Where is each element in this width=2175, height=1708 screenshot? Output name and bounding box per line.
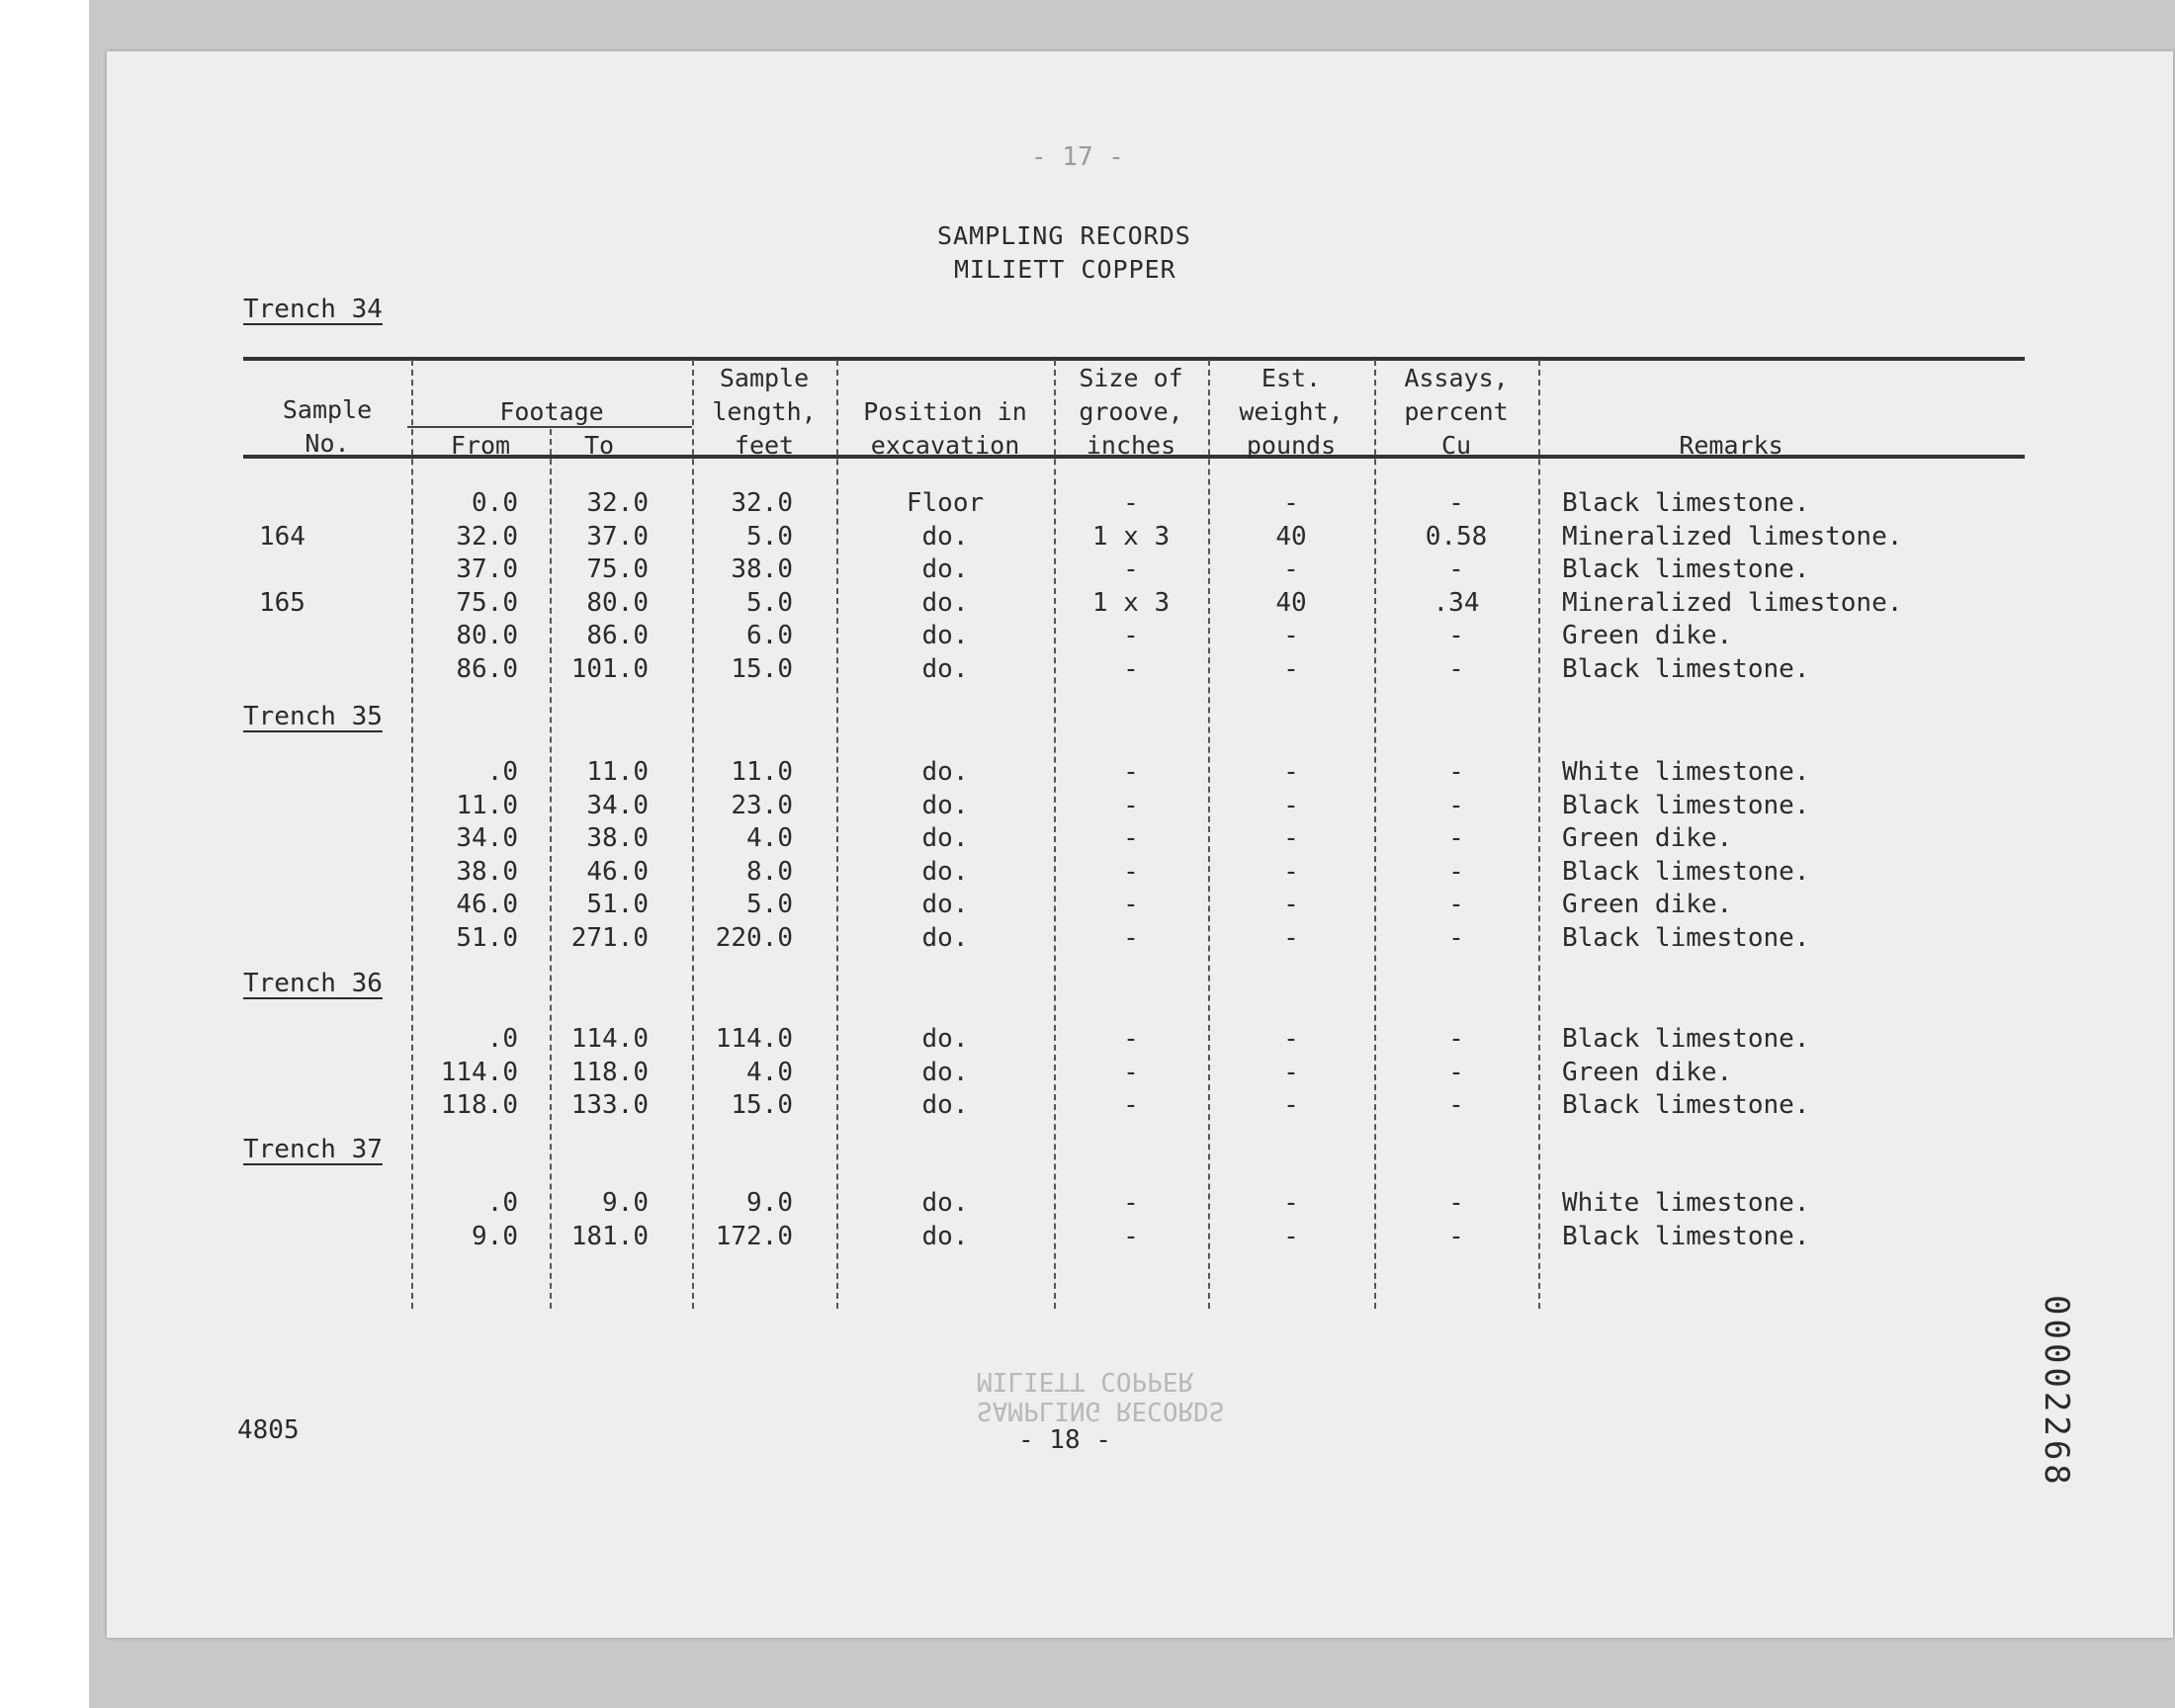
cell-position: do. — [921, 890, 969, 920]
cell-position: do. — [921, 790, 969, 820]
cell-groove-size: - — [1123, 1024, 1139, 1054]
cell-est-weight: - — [1283, 856, 1299, 887]
trench-heading: Trench 35 — [243, 702, 383, 731]
cell-est-weight: 40 — [1275, 587, 1307, 618]
cell-position: do. — [921, 521, 969, 552]
cell-footage-to: 101.0 — [570, 654, 649, 684]
cell-footage-from: .0 — [486, 1024, 518, 1054]
cell-footage-to: 34.0 — [586, 790, 649, 820]
header-position: Position in excavation — [863, 397, 1027, 460]
cell-remarks: Black limestone. — [1562, 923, 1810, 953]
cell-footage-from: 46.0 — [456, 890, 518, 920]
cell-est-weight: - — [1283, 1024, 1299, 1054]
cell-assay-cu: - — [1448, 621, 1464, 651]
header-to: To — [583, 431, 615, 460]
header-sample-no: Sample No. — [282, 395, 373, 458]
cell-footage-to: 118.0 — [570, 1057, 649, 1087]
cell-footage-from: 75.0 — [456, 587, 518, 618]
cell-est-weight: - — [1283, 923, 1299, 953]
cell-groove-size: - — [1123, 923, 1139, 953]
cell-est-weight: - — [1283, 790, 1299, 820]
document-subtitle: MILIETT COPPER — [954, 255, 1176, 284]
cell-groove-size: - — [1123, 1188, 1139, 1218]
cell-position: do. — [921, 555, 969, 585]
cell-sample-no: 164 — [259, 521, 305, 552]
cell-footage-to: 32.0 — [586, 488, 649, 518]
cell-remarks: Green dike. — [1562, 621, 1733, 651]
cell-groove-size: - — [1123, 555, 1139, 585]
bottom-page-number: - 18 - — [1018, 1425, 1111, 1455]
cell-footage-to: 86.0 — [586, 621, 649, 651]
cell-sample-length: 6.0 — [746, 621, 793, 651]
cell-position: do. — [921, 1024, 969, 1054]
cell-footage-from: 0.0 — [472, 488, 518, 518]
cell-sample-length: 32.0 — [731, 488, 793, 518]
trench-heading: Trench 37 — [243, 1135, 383, 1164]
cell-assay-cu: - — [1448, 856, 1464, 887]
bleed-through-subtitle: MILIETT COPPER — [977, 1366, 1194, 1396]
cell-footage-from: 51.0 — [456, 923, 518, 953]
header-assays: Assays, percent Cu — [1404, 364, 1509, 460]
table-top-rule — [243, 357, 2025, 361]
cell-position: Floor — [906, 488, 985, 518]
cell-position: do. — [921, 1057, 969, 1087]
cell-position: do. — [921, 1221, 969, 1251]
cell-remarks: Black limestone. — [1562, 1221, 1810, 1251]
column-divider — [1538, 360, 1540, 1309]
cell-footage-from: 34.0 — [456, 823, 518, 854]
cell-groove-size: - — [1123, 757, 1139, 787]
cell-sample-length: 172.0 — [715, 1221, 793, 1251]
cell-footage-from: 118.0 — [440, 1090, 518, 1121]
cell-sample-length: 5.0 — [746, 890, 793, 920]
cell-assay-cu: - — [1448, 1057, 1464, 1087]
cell-est-weight: - — [1283, 488, 1299, 518]
cell-groove-size: - — [1123, 488, 1139, 518]
cell-footage-from: .0 — [486, 1188, 518, 1218]
cell-footage-from: 9.0 — [472, 1221, 518, 1251]
document-title: SAMPLING RECORDS — [937, 221, 1191, 250]
trench-heading: Trench 36 — [243, 969, 383, 998]
header-sample-length: Sample length, feet — [712, 364, 817, 460]
cell-assay-cu: - — [1448, 823, 1464, 854]
cell-assay-cu: .34 — [1433, 587, 1480, 618]
cell-groove-size: 1 x 3 — [1091, 587, 1171, 618]
cell-est-weight: - — [1283, 1057, 1299, 1087]
cell-position: do. — [921, 856, 969, 887]
cell-position: do. — [921, 587, 969, 618]
cell-assay-cu: - — [1448, 1024, 1464, 1054]
cell-est-weight: - — [1283, 757, 1299, 787]
cell-groove-size: - — [1123, 1090, 1139, 1121]
cell-assay-cu: - — [1448, 923, 1464, 953]
cell-remarks: Black limestone. — [1562, 1090, 1810, 1121]
cell-sample-length: 15.0 — [731, 1090, 793, 1121]
cell-assay-cu: - — [1448, 757, 1464, 787]
cell-footage-to: 46.0 — [586, 856, 649, 887]
cell-remarks: White limestone. — [1562, 1188, 1810, 1218]
header-from: From — [450, 431, 511, 460]
cell-groove-size: - — [1123, 1221, 1139, 1251]
cell-footage-from: 38.0 — [456, 856, 518, 887]
cell-assay-cu: - — [1448, 488, 1464, 518]
cell-est-weight: - — [1283, 823, 1299, 854]
cell-footage-from: 11.0 — [456, 790, 518, 820]
cell-sample-length: 220.0 — [715, 923, 793, 953]
cell-position: do. — [921, 621, 969, 651]
cell-assay-cu: - — [1448, 1221, 1464, 1251]
cell-footage-to: 133.0 — [570, 1090, 649, 1121]
cell-remarks: Green dike. — [1562, 823, 1733, 854]
header-weight: Est. weight, pounds — [1239, 364, 1344, 460]
cell-footage-to: 114.0 — [570, 1024, 649, 1054]
cell-remarks: Black limestone. — [1562, 555, 1810, 585]
cell-footage-to: 37.0 — [586, 521, 649, 552]
cell-remarks: Black limestone. — [1562, 790, 1810, 820]
cell-remarks: Mineralized limestone. — [1562, 521, 1903, 552]
cell-position: do. — [921, 823, 969, 854]
cell-footage-to: 271.0 — [570, 923, 649, 953]
cell-remarks: Black limestone. — [1562, 1024, 1810, 1054]
cell-footage-to: 51.0 — [586, 890, 649, 920]
cell-sample-length: 15.0 — [731, 654, 793, 684]
cell-remarks: Green dike. — [1562, 1057, 1733, 1087]
cell-est-weight: - — [1283, 1221, 1299, 1251]
cell-remarks: Green dike. — [1562, 890, 1733, 920]
cell-sample-length: 5.0 — [746, 587, 793, 618]
cell-assay-cu: - — [1448, 1188, 1464, 1218]
cell-footage-to: 9.0 — [602, 1188, 649, 1218]
cell-groove-size: - — [1123, 621, 1139, 651]
cell-groove-size: - — [1123, 790, 1139, 820]
cell-groove-size: - — [1123, 890, 1139, 920]
cell-assay-cu: 0.58 — [1425, 521, 1488, 552]
cell-sample-length: 38.0 — [731, 555, 793, 585]
cell-assay-cu: - — [1448, 1090, 1464, 1121]
cell-groove-size: - — [1123, 823, 1139, 854]
cell-est-weight: - — [1283, 555, 1299, 585]
trench-heading: Trench 34 — [243, 295, 383, 324]
cell-remarks: Black limestone. — [1562, 488, 1810, 518]
cell-groove-size: 1 x 3 — [1091, 521, 1171, 552]
document-control-number: 00002268 — [2037, 1295, 2076, 1489]
scan-margin — [0, 0, 89, 1708]
cell-sample-length: 23.0 — [731, 790, 793, 820]
cell-est-weight: - — [1283, 890, 1299, 920]
cell-position: do. — [921, 654, 969, 684]
cell-sample-length: 114.0 — [715, 1024, 793, 1054]
cell-remarks: Mineralized limestone. — [1562, 587, 1903, 618]
cell-footage-to: 38.0 — [586, 823, 649, 854]
cell-sample-length: 4.0 — [746, 823, 793, 854]
cell-groove-size: - — [1123, 1057, 1139, 1087]
header-remarks: Remarks — [1679, 431, 1784, 460]
cell-footage-to: 11.0 — [586, 757, 649, 787]
header-footage: Footage — [499, 397, 604, 426]
cell-est-weight: 40 — [1275, 521, 1307, 552]
cell-sample-length: 9.0 — [746, 1188, 793, 1218]
cell-footage-to: 181.0 — [570, 1221, 649, 1251]
cell-position: do. — [921, 1090, 969, 1121]
bleed-through-title: SAMPLING RECORDS — [977, 1396, 1225, 1425]
cell-footage-from: 114.0 — [440, 1057, 518, 1087]
cell-assay-cu: - — [1448, 654, 1464, 684]
cell-footage-from: 32.0 — [456, 521, 518, 552]
top-page-number: - 17 - — [1031, 142, 1124, 172]
cell-position: do. — [921, 923, 969, 953]
cell-footage-from: 86.0 — [456, 654, 518, 684]
left-page-number: 4805 — [237, 1415, 300, 1445]
cell-sample-length: 11.0 — [731, 757, 793, 787]
cell-position: do. — [921, 1188, 969, 1218]
cell-position: do. — [921, 757, 969, 787]
header-groove: Size of groove, inches — [1079, 364, 1183, 460]
cell-footage-from: 37.0 — [456, 555, 518, 585]
cell-footage-from: 80.0 — [456, 621, 518, 651]
cell-assay-cu: - — [1448, 790, 1464, 820]
cell-est-weight: - — [1283, 654, 1299, 684]
cell-sample-no: 165 — [259, 587, 305, 618]
cell-remarks: Black limestone. — [1562, 654, 1810, 684]
cell-remarks: Black limestone. — [1562, 856, 1810, 887]
cell-groove-size: - — [1123, 856, 1139, 887]
cell-footage-from: .0 — [486, 757, 518, 787]
cell-est-weight: - — [1283, 1090, 1299, 1121]
cell-est-weight: - — [1283, 621, 1299, 651]
cell-sample-length: 8.0 — [746, 856, 793, 887]
cell-assay-cu: - — [1448, 890, 1464, 920]
cell-sample-length: 5.0 — [746, 521, 793, 552]
cell-footage-to: 80.0 — [586, 587, 649, 618]
cell-est-weight: - — [1283, 1188, 1299, 1218]
cell-groove-size: - — [1123, 654, 1139, 684]
cell-remarks: White limestone. — [1562, 757, 1810, 787]
cell-footage-to: 75.0 — [586, 555, 649, 585]
cell-assay-cu: - — [1448, 555, 1464, 585]
cell-sample-length: 4.0 — [746, 1057, 793, 1087]
